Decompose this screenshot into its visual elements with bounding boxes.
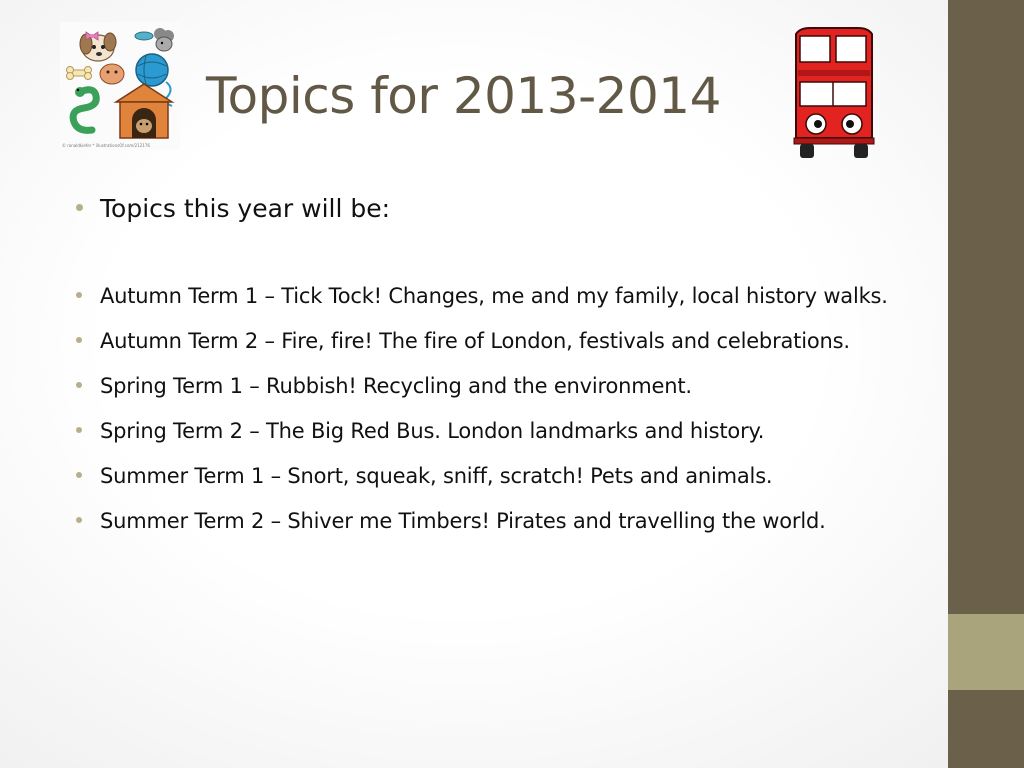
topic-item: Summer Term 2 – Shiver me Timbers! Pirates and travelling the world. xyxy=(76,502,926,540)
topic-item: Summer Term 1 – Snort, squeak, sniff, scratch! Pets and animals. xyxy=(76,457,926,495)
slide-title: Topics for 2013-2014 xyxy=(206,67,721,125)
topic-list xyxy=(76,190,926,547)
clipart-caption: © ronaldkiefer * illustrationsOf.com/212176 xyxy=(62,143,150,148)
intro-bullet: Topics this year will be: xyxy=(76,190,926,228)
sidebar-accent-block xyxy=(948,614,1024,690)
topic-item: Autumn Term 1 – Tick Tock! Changes, me and my family, local history walks. xyxy=(76,277,926,315)
pets-clipart-icon xyxy=(60,22,180,150)
topic-item: Spring Term 1 – Rubbish! Recycling and the environment. xyxy=(76,367,926,405)
topic-item: Spring Term 2 – The Big Red Bus. London landmarks and history. xyxy=(76,412,926,450)
topic-item: Autumn Term 2 – Fire, fire! The fire of London, festivals and celebrations. xyxy=(76,322,926,360)
